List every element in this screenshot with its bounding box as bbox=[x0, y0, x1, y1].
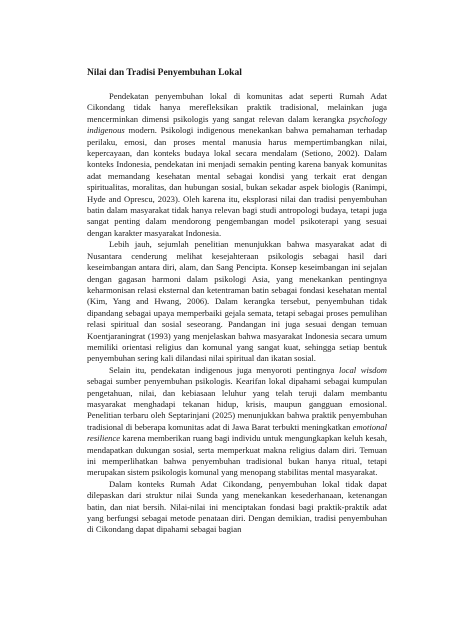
paragraph-text: Selain itu, pendekatan indigenous juga menyoroti pentingnya bbox=[109, 364, 339, 375]
paragraph-text: sebagai sumber penyembuhan psikologis. Kearifan lokal dipahami sebagai kumpulan pengetahuan, nilai, dan kebiasaan leluhur yang telah teruji dalam membantu masyarakat menghadapi tekanan hidup, krisis, maupun gangguan emosional. Penelitian terbaru oleh Septarinjani (2025) menunjukkan bahwa praktik penyembuhan tradisional di beberapa komunitas adat di Jawa Barat terbukti meningkatkan bbox=[87, 376, 387, 432]
paragraph-text: karena memberikan ruang bagi individu untuk mengungkapkan keluh kesah, mendapatkan dukungan sosial, serta memperkuat makna religius dalam diri. Temuan ini memperlihatkan bahwa penyembuhan tradisional bukan hanya ritual, tetapi merupakan sistem psikologis komunal yang menopang stabilitas mental masyarakat. bbox=[87, 433, 387, 478]
italic-term: local wisdom bbox=[338, 364, 387, 375]
paragraph-text: modern. Psikologi indigenous menekankan bahwa pemahaman terhadap perilaku, emosi, dan proses mental manusia harus mempertimbangkan nilai, kepercayaan, dan konteks budaya lokal secara mendalam (Setiono, 2002). Dalam konteks Indonesia, pendekatan ini menjadi semakin penting karena banyak komunitas adat memandang kesehatan mental sebagai kondisi yang terkait erat dengan spiritualitas, moralitas, dan hubungan sosial, bukan sekadar aspek biologis (Ranimpi, Hyde and Oprescu, 2023). Oleh karena itu, eksplorasi nilai dan tradisi penyembuhan batin dalam masyarakat tidak hanya relevan bagi studi antropologi budaya, tetapi juga sangat penting dalam mendorong pengembangan model psikoterapi yang sesuai dengan karakter masyarakat Indonesia. bbox=[87, 125, 387, 238]
body-paragraph bbox=[87, 365, 387, 479]
italic-term: emotional resilience bbox=[87, 421, 387, 444]
section-title: Nilai dan Tradisi Penyembuhan Lokal bbox=[87, 68, 242, 78]
body-paragraph bbox=[87, 91, 387, 239]
body-paragraph bbox=[87, 239, 387, 364]
document-body bbox=[87, 67, 387, 536]
paragraph-text: Pendekatan penyembuhan lokal di komunitas adat seperti Rumah Adat Cikondang tidak hanya merefleksikan praktik tradisional, melainkan juga mencerminkan dimensi psikologis yang sangat relevan dalam kerangka bbox=[87, 91, 387, 124]
paragraph-list bbox=[87, 91, 387, 536]
italic-term: psychology indigenous bbox=[87, 113, 387, 136]
body-paragraph bbox=[87, 479, 387, 536]
paragraph-text: Lebih jauh, sejumlah penelitian menunjukkan bahwa masyarakat adat di Nusantara cenderung melihat kesejahteraan psikologis sebagai hasil dari keseimbangan antara diri, alam, dan Sang Pencipta. Konsep keseimbangan ini sejalan dengan gagasan harmoni dalam psikologi Asia, yang menekankan pentingnya keharmonisan relasi eksternal dan ketentraman batin sebagai fondasi kesehatan mental (Kim, Yang and Hwang, 2006). Dalam kerangka tersebut, penyembuhan tidak dipandang sebagai upaya memperbaiki gejala semata, tetapi sebagai proses pemulihan relasi spiritual dan sosial seseorang. Pandangan ini juga sesuai dengan temuan Koentjaraningrat (1993) yang menjelaskan bahwa masyarakat Indonesia secara umum memiliki orientasi religius dan komunal yang sangat kuat, sehingga setiap bentuk penyembuhan sering kali dilandasi nilai spiritual dan ikatan sosial. bbox=[87, 239, 387, 364]
paragraph-text: Dalam konteks Rumah Adat Cikondang, penyembuhan lokal tidak dapat dilepaskan dari struktur nilai Sunda yang menekankan kesederhanaan, ketenangan batin, dan niat bersih. Nilai-nilai ini menciptakan fondasi bagi praktik-praktik adat yang berfungsi sebagai metode penataan diri. Dengan demikian, tradisi penyembuhan di Cikondang dapat dipahami sebagai bagian bbox=[87, 478, 387, 535]
